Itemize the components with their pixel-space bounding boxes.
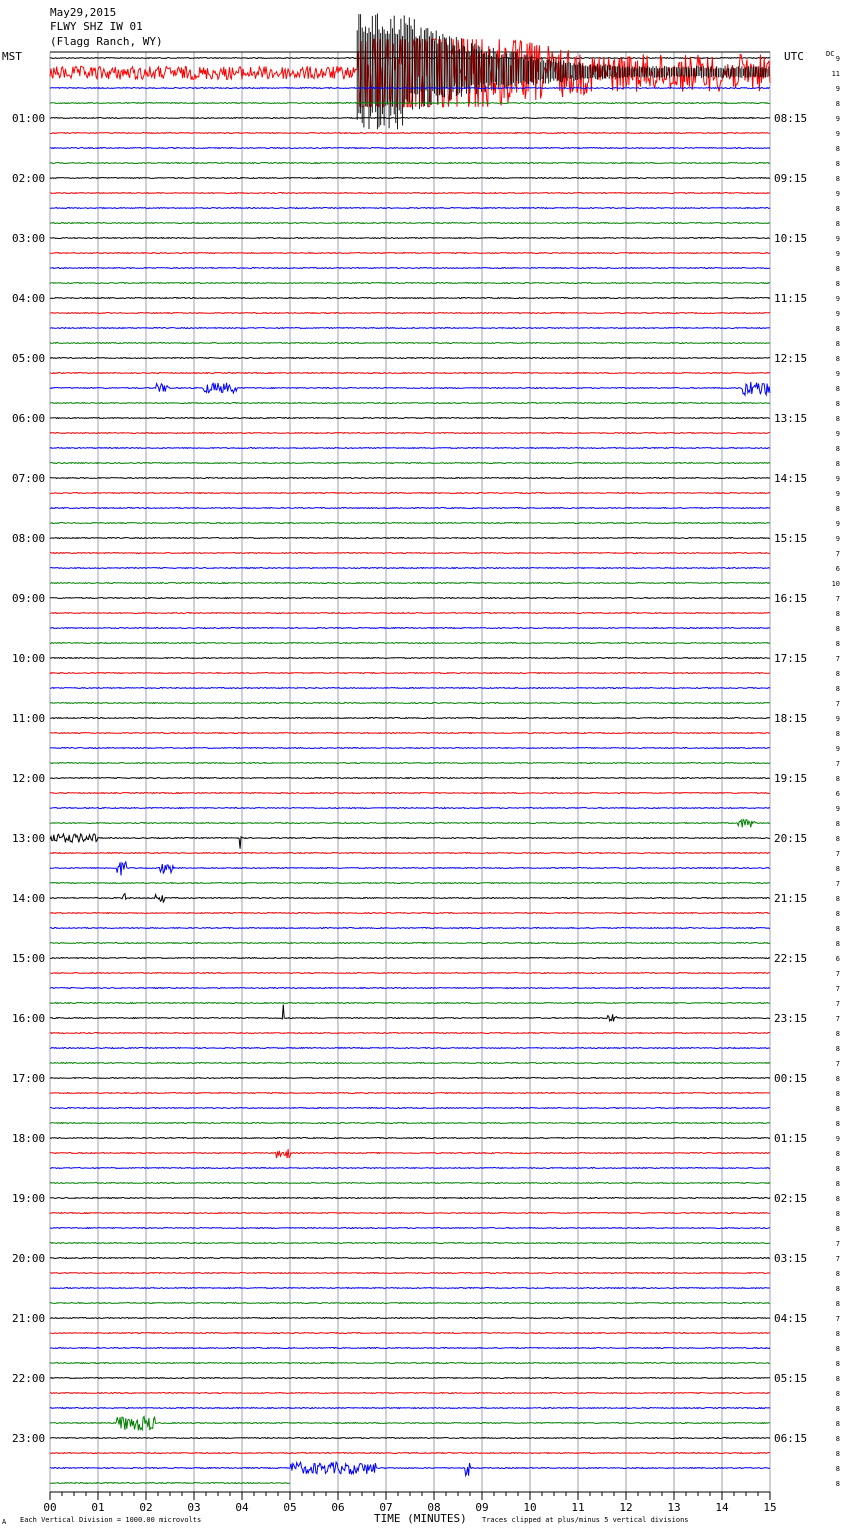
dc-offset-value: 8 [835,160,840,168]
dc-offset-value: 8 [835,325,840,333]
dc-offset-value: 9 [835,370,840,378]
x-tick-label: 09 [475,1501,489,1514]
hour-label-utc: 09:15 [774,172,808,185]
dc-label: DC [826,50,835,58]
dc-offset-value: 8 [835,610,840,618]
trace-30 [50,493,770,494]
trace-22 [50,373,770,374]
dc-offset-value: 8 [835,1225,840,1233]
x-tick-label: 05 [283,1501,297,1514]
trace-43 [50,688,770,689]
hour-label-mst: 07:00 [12,472,46,485]
dc-offset-value: 9 [835,235,840,243]
dc-offset-value: 9 [835,130,840,138]
trace-87 [50,1348,770,1349]
trace-5 [50,118,770,119]
trace-9 [50,178,770,179]
hour-label-mst: 17:00 [12,1072,46,1085]
trace-18 [50,313,770,314]
dc-offset-value: 9 [835,535,840,543]
x-tick-label: 00 [43,1501,57,1514]
trace-74 [50,1149,770,1158]
dc-offset-value: 9 [835,310,840,318]
dc-offset-value: 8 [835,1330,840,1338]
dc-offset-value: 6 [835,955,840,963]
hour-label-utc: 06:15 [774,1432,808,1445]
dc-offset-value: 9 [835,55,840,63]
hour-label-utc: 12:15 [774,352,808,365]
trace-72 [50,1123,770,1124]
dc-offset-value: 8 [835,1450,840,1458]
trace-28 [50,463,770,464]
x-axis-title: TIME (MINUTES) [374,1512,467,1525]
dc-offset-value: 8 [835,400,840,408]
hour-label-mst: 09:00 [12,592,46,605]
header-location: (Flagg Ranch, WY) [50,35,163,48]
dc-offset-value: 7 [835,655,840,663]
dc-offset-value: 8 [835,415,840,423]
dc-offset-value: 8 [835,1210,840,1218]
trace-34 [50,553,770,554]
hour-label-utc: 18:15 [774,712,808,725]
dc-offset-value: 7 [835,1240,840,1248]
hour-label-utc: 22:15 [774,952,808,965]
trace-88 [50,1363,770,1364]
trace-44 [50,703,770,704]
hour-label-mst: 13:00 [12,832,46,845]
dc-offset-value: 8 [835,385,840,393]
trace-23 [50,382,770,395]
trace-61 [50,958,770,959]
x-tick-label: 14 [715,1501,729,1514]
trace-55 [50,862,770,876]
hour-label-utc: 04:15 [774,1312,808,1325]
x-tick-label: 15 [763,1501,777,1514]
dc-offset-value: 9 [835,715,840,723]
trace-13 [50,238,770,239]
hour-label-mst: 01:00 [12,112,46,125]
header-station: FLWY SHZ IW 01 [50,20,143,33]
dc-offset-value: 8 [835,1375,840,1383]
trace-7 [50,148,770,149]
dc-offset-value: 8 [835,1270,840,1278]
dc-offset-value: 7 [835,1060,840,1068]
hour-label-utc: 01:15 [774,1132,808,1145]
dc-offset-value: 7 [835,1000,840,1008]
trace-29 [50,478,770,479]
dc-offset-value: 8 [835,1435,840,1443]
dc-offset-value: 8 [835,205,840,213]
right-zone-label: UTC [784,50,804,63]
hour-label-utc: 00:15 [774,1072,808,1085]
x-tick-label: 12 [619,1501,633,1514]
scale-note: Each Vertical Division = 1000.00 microvolts [20,1516,202,1524]
dc-offset-value: 8 [835,1045,840,1053]
trace-42 [50,673,770,674]
hour-label-mst: 22:00 [12,1372,46,1385]
trace-76 [50,1183,770,1184]
dc-offset-value: 9 [835,805,840,813]
dc-offset-value: 7 [835,970,840,978]
dc-offset-value: 8 [835,1150,840,1158]
trace-15 [50,268,770,269]
trace-26 [50,433,770,434]
hour-label-utc: 14:15 [774,472,808,485]
trace-21 [50,358,770,359]
trace-6 [50,133,770,134]
trace-10 [50,193,770,194]
dc-offset-value: 6 [835,790,840,798]
trace-31 [50,508,770,509]
trace-68 [50,1063,770,1064]
trace-48 [50,763,770,764]
dc-offset-value: 8 [835,1285,840,1293]
hour-label-utc: 20:15 [774,832,808,845]
trace-70 [50,1093,770,1094]
x-tick-label: 08 [427,1501,441,1514]
trace-78 [50,1213,770,1214]
hour-label-utc: 11:15 [774,292,808,305]
trace-47 [50,748,770,749]
dc-offset-value: 9 [835,1135,840,1143]
trace-49 [50,778,770,779]
dc-offset-value: 8 [835,835,840,843]
dc-offset-value: 8 [835,1180,840,1188]
dc-offset-value: 8 [835,940,840,948]
trace-8 [50,163,770,164]
dc-offset-value: 7 [835,550,840,558]
dc-offset-value: 6 [835,565,840,573]
hour-label-mst: 04:00 [12,292,46,305]
dc-offset-value: 8 [835,640,840,648]
trace-38 [50,613,770,614]
dc-offset-value: 8 [835,925,840,933]
dc-offset-value: 10 [831,580,840,588]
hour-label-mst: 16:00 [12,1012,46,1025]
trace-67 [50,1048,770,1049]
trace-91 [50,1408,770,1409]
dc-offset-value: 8 [835,280,840,288]
hour-label-mst: 12:00 [12,772,46,785]
dc-offset-value: 9 [835,115,840,123]
trace-36 [50,583,770,584]
trace-group [50,14,770,1484]
trace-24 [50,403,770,404]
dc-offset-value: 8 [835,1120,840,1128]
hour-label-mst: 19:00 [12,1192,46,1205]
trace-17 [50,298,770,299]
trace-94 [50,1453,770,1454]
trace-75 [50,1168,770,1169]
dc-offset-value: 8 [835,1345,840,1353]
dc-offset-value: 7 [835,1255,840,1263]
x-tick-label: 04 [235,1501,249,1514]
hour-label-mst: 11:00 [12,712,46,725]
dc-offset-value: 8 [835,625,840,633]
hour-label-utc: 13:15 [774,412,808,425]
trace-96 [50,1483,290,1484]
hour-label-mst: 02:00 [12,172,46,185]
dc-offset-value: 8 [835,1090,840,1098]
hour-label-utc: 23:15 [774,1012,808,1025]
trace-35 [50,568,770,569]
dc-offset-value: 8 [835,1420,840,1428]
hour-label-utc: 15:15 [774,532,808,545]
dc-offset-value: 9 [835,295,840,303]
dc-offset-value: 8 [835,1195,840,1203]
dc-offset-value: 8 [835,505,840,513]
dc-offset-value: 8 [835,865,840,873]
hour-label-utc: 10:15 [774,232,808,245]
dc-offset-value: 8 [835,1075,840,1083]
trace-40 [50,643,770,644]
trace-83 [50,1288,770,1289]
trace-46 [50,733,770,734]
dc-offset-value: 8 [835,910,840,918]
trace-12 [50,223,770,224]
hour-label-utc: 08:15 [774,112,808,125]
x-tick-label: 06 [331,1501,345,1514]
x-tick-label: 10 [523,1501,537,1514]
trace-53 [50,834,770,849]
trace-56 [50,883,770,884]
hour-label-mst: 06:00 [12,412,46,425]
x-tick-label: 03 [187,1501,201,1514]
dc-offset-value: 8 [835,1465,840,1473]
dc-offset-value: 7 [835,700,840,708]
trace-14 [50,253,770,254]
trace-62 [50,973,770,974]
dc-offset-value: 9 [835,475,840,483]
x-tick-label: 02 [139,1501,153,1514]
dc-offset-value: 8 [835,1480,840,1488]
hour-label-mst: 08:00 [12,532,46,545]
dc-offset-value: 7 [835,760,840,768]
dc-offset-value: 9 [835,520,840,528]
trace-85 [50,1318,770,1319]
dc-offset-value: 8 [835,445,840,453]
dc-offset-value: 8 [835,1030,840,1038]
hour-label-utc: 05:15 [774,1372,808,1385]
trace-2 [50,39,770,107]
trace-90 [50,1393,770,1394]
trace-11 [50,208,770,209]
dc-offset-value: 7 [835,880,840,888]
dc-offset-value: 7 [835,850,840,858]
left-zone-label: MST [2,50,22,63]
hour-label-mst: 14:00 [12,892,46,905]
trace-65 [50,1005,770,1022]
x-tick-label: 07 [379,1501,393,1514]
dc-offset-value: 9 [835,745,840,753]
dc-offset-value: 8 [835,775,840,783]
trace-71 [50,1108,770,1109]
trace-50 [50,793,770,794]
dc-offset-value: 7 [835,1015,840,1023]
dc-offset-value: 9 [835,490,840,498]
trace-59 [50,928,770,929]
dc-offset-value: 7 [835,595,840,603]
dc-offset-value: 8 [835,100,840,108]
hour-label-utc: 19:15 [774,772,808,785]
trace-82 [50,1273,770,1274]
trace-95 [50,1462,770,1476]
dc-offset-value: 8 [835,685,840,693]
trace-66 [50,1033,770,1034]
dc-offset-value: 8 [835,460,840,468]
trace-1 [50,58,770,59]
trace-41 [50,658,770,659]
dc-offset-value: 8 [835,1300,840,1308]
trace-57 [50,894,770,903]
x-tick-label: 01 [91,1501,105,1514]
dc-offset-value: 8 [835,175,840,183]
hour-label-utc: 16:15 [774,592,808,605]
x-axis [43,1492,776,1514]
hour-label-mst: 03:00 [12,232,46,245]
dc-offset-value: 8 [835,265,840,273]
dc-offset-value: 9 [835,250,840,258]
trace-51 [50,808,770,809]
trace-32 [50,523,770,524]
hour-label-mst: 10:00 [12,652,46,665]
dc-offset-value: 8 [835,670,840,678]
dc-offset-value: 8 [835,730,840,738]
trace-73 [50,1138,770,1139]
trace-58 [50,913,770,914]
trace-93 [50,1438,770,1439]
dc-offset-value: 9 [835,430,840,438]
dc-offset-value: 8 [835,1105,840,1113]
dc-offset-value: 8 [835,355,840,363]
dc-offset-value: 8 [835,820,840,828]
trace-84 [50,1303,770,1304]
hour-label-mst: 20:00 [12,1252,46,1265]
trace-81 [50,1258,770,1259]
dc-offset-value: 8 [835,1390,840,1398]
hour-label-mst: 23:00 [12,1432,46,1445]
trace-92 [50,1417,770,1431]
dc-offset-value: 7 [835,1315,840,1323]
hour-label-utc: 21:15 [774,892,808,905]
hour-label-utc: 02:15 [774,1192,808,1205]
trace-54 [50,853,770,854]
dc-offset-value: 7 [835,985,840,993]
trace-16 [50,283,770,284]
dc-offset-value: 9 [835,85,840,93]
trace-25 [50,418,770,419]
trace-45 [50,718,770,719]
clip-note: Traces clipped at plus/minus 5 vertical divisions [482,1516,689,1524]
dc-offset-value: 8 [835,340,840,348]
trace-86 [50,1333,770,1334]
hour-label-mst: 21:00 [12,1312,46,1325]
dc-offset-value: 8 [835,1360,840,1368]
dc-offset-value: 8 [835,220,840,228]
trace-80 [50,1243,770,1244]
trace-69 [50,1078,770,1079]
dc-offset-value: 11 [831,70,840,78]
trace-77 [50,1198,770,1199]
x-tick-label: 11 [571,1501,585,1514]
trace-37 [50,598,770,599]
dc-offset-value: 9 [835,190,840,198]
trace-19 [50,328,770,329]
trace-64 [50,1003,770,1004]
trace-89 [50,1378,770,1379]
trace-52 [50,820,770,828]
trace-20 [50,343,770,344]
dc-offset-value: 8 [835,145,840,153]
x-tick-label: 13 [667,1501,681,1514]
dc-offset-value: 8 [835,1405,840,1413]
corner-mark: A [2,1518,7,1526]
trace-63 [50,988,770,989]
dc-offset-value: 8 [835,1165,840,1173]
trace-33 [50,538,770,539]
hour-label-utc: 17:15 [774,652,808,665]
hour-label-utc: 03:15 [774,1252,808,1265]
dc-offset-values [832,55,840,1488]
hour-label-mst: 05:00 [12,352,46,365]
trace-39 [50,628,770,629]
trace-60 [50,943,770,944]
hour-label-mst: 15:00 [12,952,46,965]
trace-79 [50,1228,770,1229]
hour-label-mst: 18:00 [12,1132,46,1145]
trace-27 [50,448,770,449]
header-date: May29,2015 [50,6,117,19]
dc-offset-value: 8 [835,895,840,903]
